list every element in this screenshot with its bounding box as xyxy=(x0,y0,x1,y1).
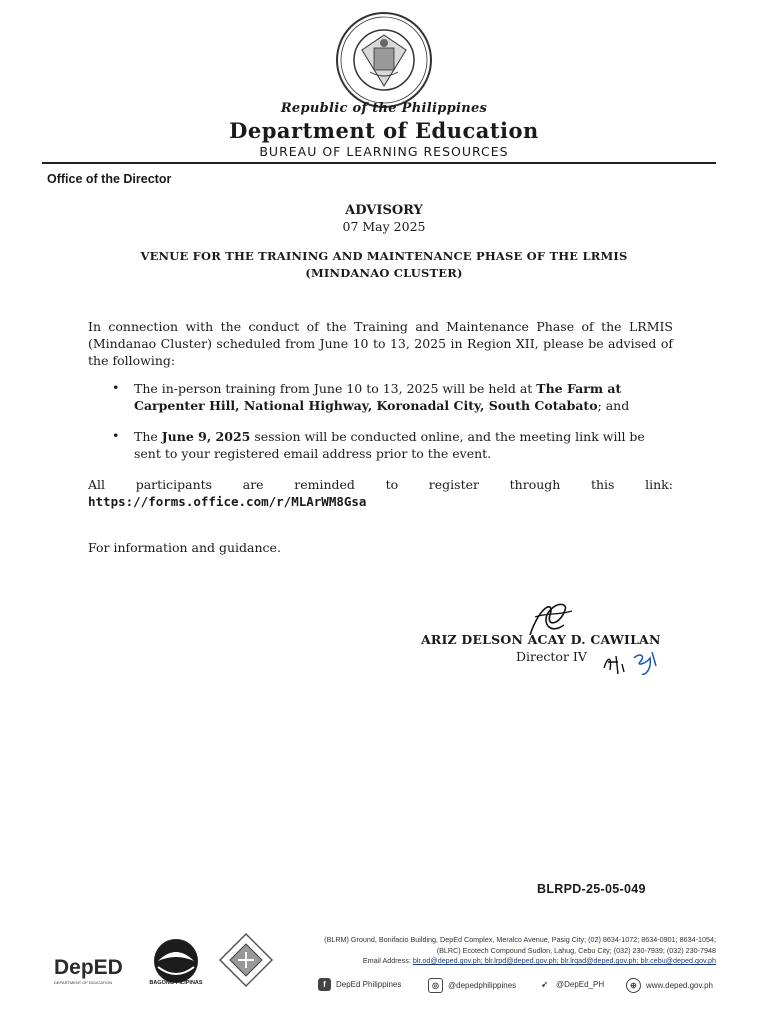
website-link[interactable] xyxy=(626,978,713,993)
republic-heading: Republic of the Philippines xyxy=(280,101,488,116)
advisory-title: ADVISORY xyxy=(345,203,423,218)
bullet2-start: The xyxy=(134,429,162,444)
globe-icon: ⊕ xyxy=(626,978,641,993)
venue-name: The Farm at Carpenter Hill, National Highway, Koronadal City, South Cotabato xyxy=(134,381,622,413)
instagram-icon: ◎ xyxy=(428,978,443,993)
bagong-pilipinas-logo xyxy=(144,937,208,997)
email-links[interactable]: blr.od@deped.gov.ph; blr.lrpd@deped.gov.ph; blr.lrqad@deped.gov.ph; blr.cebu@deped.gov.ph xyxy=(412,956,716,965)
reminder-word: are xyxy=(242,477,264,492)
reminder-word: link: xyxy=(645,477,673,492)
reminder-line xyxy=(88,476,673,493)
deped-seal-icon xyxy=(334,10,434,110)
advisory-date: 07 May 2025 xyxy=(342,219,426,234)
footer-address-1: (BLRM) Ground, Bonifacio Building, DepEd Complex, Meralco Avenue, Pasig City; (02) 8634-1072; 8634-0901; 8634-1054; xyxy=(324,935,716,944)
bureau-heading: BUREAU OF LEARNING RESOURCES xyxy=(259,144,509,159)
signatory-title: Director IV xyxy=(516,649,587,664)
office-label: Office of the Director xyxy=(47,172,172,186)
reminder-word: to xyxy=(385,477,399,492)
subject-line-1: VENUE FOR THE TRAINING AND MAINTENANCE PHASE OF THE LRMIS xyxy=(140,249,628,263)
facebook-handle: DepEd Philippines xyxy=(336,980,402,989)
deped-logo xyxy=(52,946,124,990)
reminder-word: through xyxy=(509,477,561,492)
deped-logo-subtext: DEPARTMENT OF EDUCATION xyxy=(54,980,113,985)
reminder-word: this xyxy=(590,477,615,492)
twitter-handle: @DepEd_PH xyxy=(556,980,605,989)
department-heading: Department of Education xyxy=(229,118,539,143)
instagram-handle: @depedphilippines xyxy=(448,981,517,990)
bullet2-text: session will be conducted online, and the meeting link will be sent to your registered email address prior to the event. xyxy=(134,429,645,461)
bullet-icon: • xyxy=(112,380,120,395)
advisory-subject xyxy=(100,248,668,282)
instagram-link[interactable] xyxy=(428,978,516,993)
twitter-icon: ➶ xyxy=(541,980,548,989)
bagong-pilipinas-label: BAGONG PILIPINAS xyxy=(149,980,203,986)
header-divider xyxy=(42,162,716,164)
reminder-word: participants xyxy=(135,477,213,492)
footer-address-2: (BLRC) Ecotech Compound Sudlon, Lahug, Cebu City; (032) 230-7939; (032) 230-7948 xyxy=(436,945,716,955)
bullet1-text: The in-person training from June 10 to 13, 2025 will be held at xyxy=(134,381,537,396)
reference-code: BLRPD-25-05-049 xyxy=(537,882,646,896)
signatory-name: ARIZ DELSON ACAY D. CAWILAN xyxy=(421,632,661,647)
website-url: www.deped.gov.ph xyxy=(646,981,714,990)
bullet-item-online xyxy=(134,428,674,462)
closing-line: For information and guidance. xyxy=(88,540,281,555)
initials-icon xyxy=(600,648,664,678)
reminder-word: reminded xyxy=(294,477,355,492)
bullet1-end: ; and xyxy=(597,398,630,413)
online-date: June 9, 2025 xyxy=(161,429,251,444)
registration-reminder xyxy=(88,476,673,510)
footer-contact xyxy=(262,935,716,967)
subject-line-2: (MINDANAO CLUSTER) xyxy=(305,266,463,280)
facebook-icon: f xyxy=(318,978,331,991)
registration-link[interactable]: https://forms.office.com/r/MLArWM8Gsa xyxy=(88,494,367,509)
reminder-word: register xyxy=(428,477,479,492)
email-label: Email Address: xyxy=(362,956,413,965)
facebook-link[interactable] xyxy=(318,978,401,991)
bullet-item-venue xyxy=(134,380,674,414)
footer-email xyxy=(262,956,716,967)
intro-paragraph: In connection with the conduct of the Training and Maintenance Phase of the LRMIS (Mindanao Cluster) scheduled from June 10 to 13, 2025 in Region XII, please be advised of the following: xyxy=(88,319,673,368)
deped-logo-text: DepED xyxy=(54,956,123,979)
reminder-word: All xyxy=(88,477,106,492)
twitter-link[interactable] xyxy=(538,978,604,991)
bullet-icon: • xyxy=(112,428,120,443)
